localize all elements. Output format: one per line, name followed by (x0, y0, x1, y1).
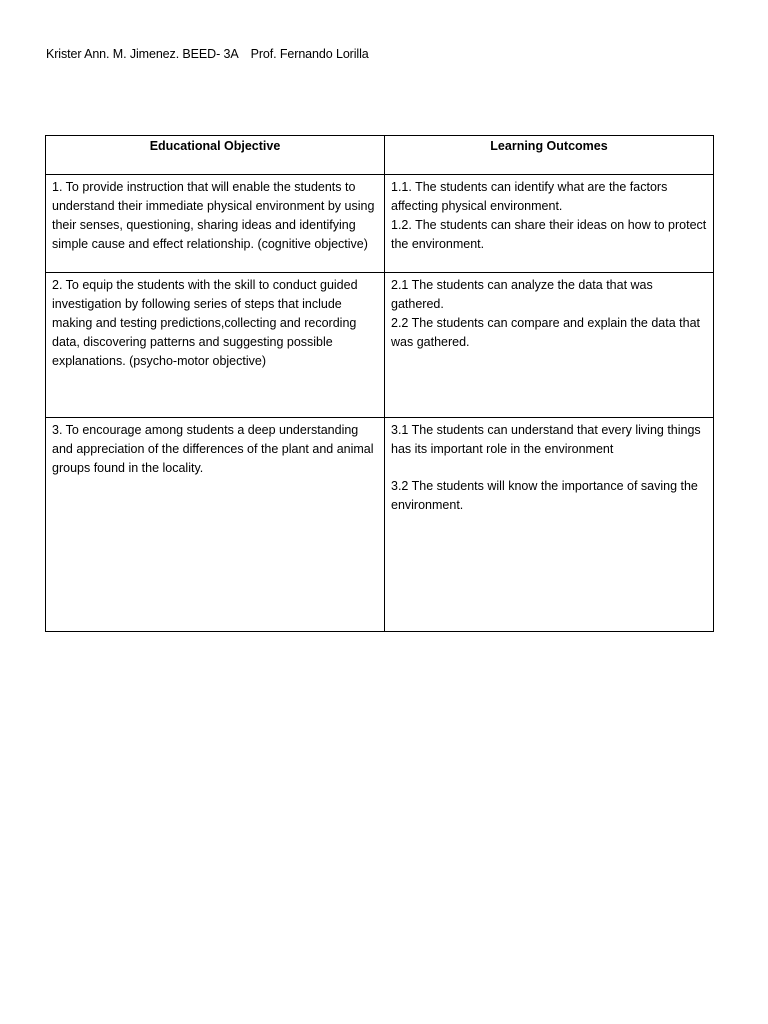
outcome-item: 2.1 The students can analyze the data that was gathered. (391, 278, 653, 311)
table-row (46, 418, 714, 632)
objective-cell: 1. To provide instruction that will enable the students to understand their immediate physical environment by using their senses, questioning, sharing ideas and identifying simple cause and effect relationship. (cognitive objective) (46, 175, 385, 273)
document-header (46, 47, 369, 61)
author-line: Krister Ann. M. Jimenez. BEED- 3A (46, 47, 239, 61)
table-row (46, 175, 714, 273)
learning-outcomes-header: Learning Outcomes (385, 136, 714, 175)
objectives-table (45, 135, 714, 632)
outcome-item: 1.1. The students can identify what are the factors affecting physical environment. (391, 180, 668, 213)
outcomes-cell (385, 175, 714, 273)
outcome-item: 1.2. The students can share their ideas on how to protect the environment. (391, 218, 707, 251)
table-row (46, 273, 714, 418)
objective-cell: 3. To encourage among students a deep understanding and appreciation of the differences of the plant and animal groups found in the locality. (46, 418, 385, 632)
outcome-item: 2.2 The students can compare and explain the data that was gathered. (391, 316, 701, 349)
outcomes-cell (385, 273, 714, 418)
outcome-item: 3.2 The students will know the importance of saving the environment. (391, 479, 698, 512)
outcome-item: 3.1 The students can understand that every living things has its important role in the environment (391, 423, 701, 456)
educational-objective-header: Educational Objective (46, 136, 385, 175)
objective-cell: 2. To equip the students with the skill to conduct guided investigation by following series of steps that include making and testing predictions,collecting and recording data, discovering patterns and suggesting possible explanations. (psycho-motor objective) (46, 273, 385, 418)
outcomes-cell (385, 418, 714, 632)
professor-name: Prof. Fernando Lorilla (250, 47, 369, 61)
table-header-row (46, 136, 714, 175)
